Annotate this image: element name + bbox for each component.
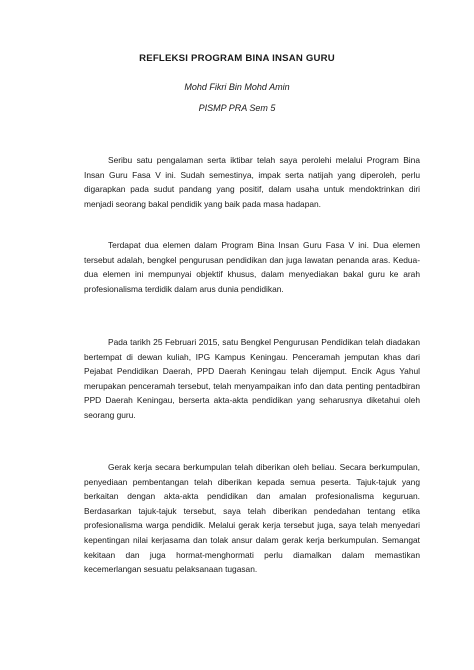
paragraph-1: Seribu satu pengalaman serta iktibar telah saya perolehi melalui Program Bina Insan Guru Fasa V ini. Sudah semestinya, impak serta natijah yang diperoleh, perlu digarapkan pada sudut pandang yang positif, dalam usaha untuk mendoktrinkan diri menjadi seorang bakal pendidik yang baik pada masa hadapan. (84, 155, 420, 209)
paragraph-4: Gerak kerja secara berkumpulan telah diberikan oleh beliau. Secara berkumpulan, penyediaan pembentangan telah diberikan kepada semua peserta. Tajuk-tajuk yang berkaitan dengan akta-akta pendidikan dan amalan profesionalisma keguruan. Berdasarkan tajuk-tajuk tersebut, saya telah diberikan pendedahan tentang etika profesionalisma warga pendidik. Melalui gerak kerja tersebut juga, saya telah menyedari kepentingan nilai kerjasama dan tolak ansur dalam gerak kerja berkumpulan. Semangat kekitaan dan juga hormat-menghormati perlu diamalkan dalam memastikan kecemerlangan sesuatu pelaksanaan tugasan. (84, 462, 420, 575)
class-info: PISMP PRA Sem 5 (198, 103, 276, 113)
paragraph-3: Pada tarikh 25 Februari 2015, satu Bengkel Pengurusan Pendidikan telah diadakan bertempat di dewan kuliah, IPG Kampus Keningau. Penceramah jemputan khas dari Pejabat Pendidikan Daerah, PPD Daerah Keningau telah dijemput. Encik Agus Yahul merupakan penceramah tersebut, telah menyampaikan info dan data penting pentadbiran PPD Daerah Keningau, berserta akta-akta pendidikan yang seharusnya diketahui oleh seorang guru. (84, 337, 420, 420)
author-name: Mohd Fikri Bin Mohd Amin (184, 82, 290, 92)
paragraph-2: Terdapat dua elemen dalam Program Bina Insan Guru Fasa V ini. Dua elemen tersebut adalah, bengkel pengurusan pendidikan dan juga lawatan penanda aras. Kedua-dua elemen ini mempunyai objektif khusus, dalam menyediakan bakal guru ke arah profesionalisma terdidik dalam arus dunia pendidikan. (84, 240, 420, 294)
document-title: REFLEKSI PROGRAM BINA INSAN GURU (139, 53, 335, 64)
